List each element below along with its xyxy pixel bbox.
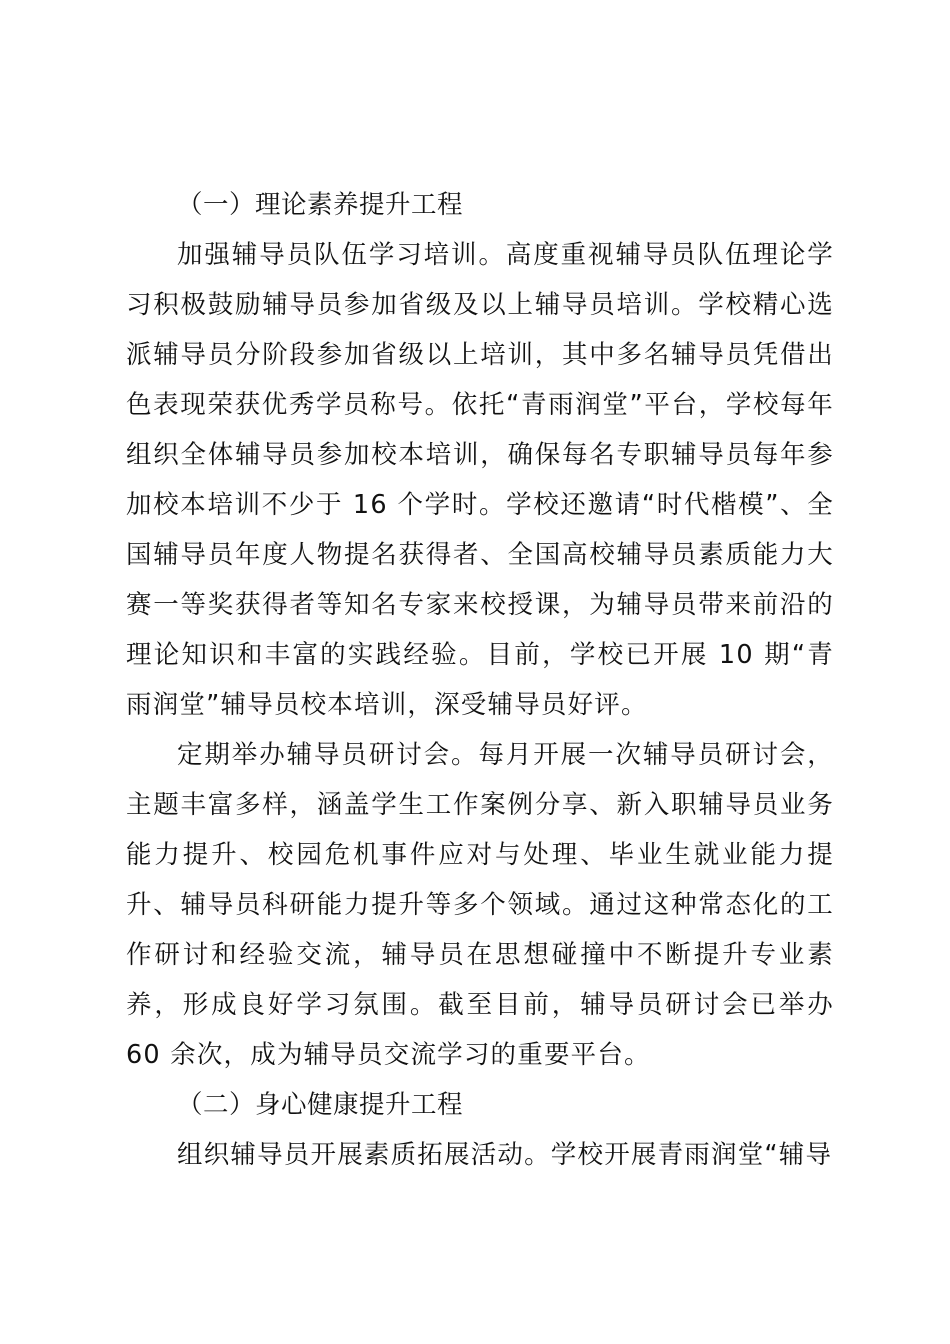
section-heading-theory: （一）理论素养提升工程 bbox=[177, 190, 464, 220]
document-body bbox=[126, 180, 834, 1180]
paragraph-training: 加强辅导员队伍学习培训。高度重视辅导员队伍理论学习积极鼓励辅导员参加省级及以上辅导员培训。学校精心选派辅导员分阶段参加省级以上培训，其中多名辅导员凭借出色表现荣获优秀学员称号。依托“青雨润堂”平台，学校每年组织全体辅导员参加校本培训，确保每名专职辅导员每年参加校本培训不少于 16 个学时。学校还邀请“时代楷模”、全国辅导员年度人物提名获得者、全国高校辅导员素质能力大赛一等奖获得者等知名专家来校授课，为辅导员带来前沿的理论知识和丰富的实践经验。目前，学校已开展 10 期“青雨润堂”辅导员校本培训，深受辅导员好评。 bbox=[126, 240, 834, 720]
paragraph-seminar: 定期举办辅导员研讨会。每月开展一次辅导员研讨会，主题丰富多样，涵盖学生工作案例分享、新入职辅导员业务能力提升、校园危机事件应对与处理、毕业生就业能力提升、辅导员科研能力提升等多个领域。通过这种常态化的工作研讨和经验交流，辅导员在思想碰撞中不断提升专业素养，形成良好学习氛围。截至目前，辅导员研讨会已举办 60 余次，成为辅导员交流学习的重要平台。 bbox=[126, 740, 834, 1070]
section-heading-health: （二）身心健康提升工程 bbox=[177, 1090, 464, 1120]
paragraph-activities: 组织辅导员开展素质拓展活动。学校开展青雨润堂“辅导 bbox=[177, 1140, 833, 1170]
